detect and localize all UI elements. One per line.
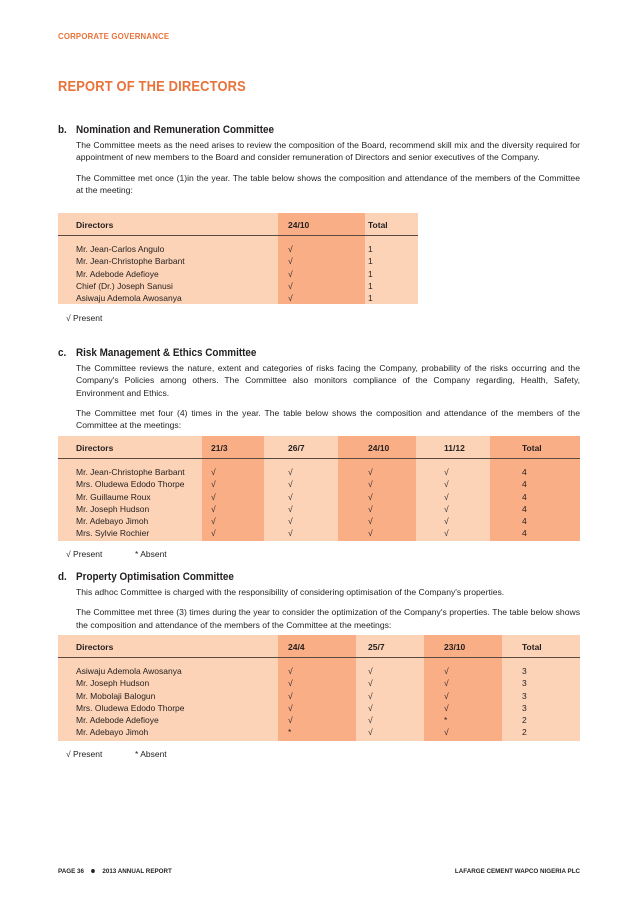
table-cell: √ xyxy=(288,268,293,279)
attendance-table-nomination xyxy=(58,213,418,304)
table-cell: 3 xyxy=(522,666,527,676)
table-header-date: 24/10 xyxy=(368,443,390,453)
table-column-attendance xyxy=(211,466,216,540)
legend-absent: * Absent xyxy=(135,549,167,559)
table-cell: 1 xyxy=(368,280,373,291)
table-cell: 4 xyxy=(522,479,527,490)
section-title: Nomination and Remuneration Committee xyxy=(76,124,275,136)
table-cell: Mr. Joseph Hudson xyxy=(76,678,150,689)
table-column-attendance xyxy=(368,665,373,739)
table-cell: √ xyxy=(211,516,216,527)
paragraph: This adhoc Committee is charged with the responsibility of considering optimisation of the Company's properties. xyxy=(76,587,505,597)
table-header-directors: Directors xyxy=(76,220,114,230)
table-cell: √ xyxy=(288,467,293,477)
table-cell: √ xyxy=(368,479,373,490)
table-header-total: Total xyxy=(522,443,542,453)
table-cell: √ xyxy=(288,678,293,689)
table-cell: 4 xyxy=(522,503,527,514)
table-header-directors: Directors xyxy=(76,642,114,652)
table-cell: 4 xyxy=(522,516,527,527)
table-cell: √ xyxy=(288,715,293,726)
table-cell: √ xyxy=(368,715,373,726)
table-cell: √ xyxy=(368,528,373,539)
section-letter: b. xyxy=(58,124,67,136)
table-column-attendance xyxy=(368,466,373,540)
table-cell: √ xyxy=(288,516,293,527)
table-cell: √ xyxy=(444,690,449,701)
table-cell: √ xyxy=(211,467,216,477)
table-header-directors: Directors xyxy=(76,443,114,453)
table-cell: √ xyxy=(211,528,216,539)
table-cell: 1 xyxy=(368,256,373,267)
table-header-total: Total xyxy=(522,642,542,652)
table-cell: * xyxy=(444,715,448,726)
table-cell: √ xyxy=(288,491,293,502)
table-header-date: 24/4 xyxy=(288,642,305,652)
table-cell: 2 xyxy=(522,715,527,726)
table-cell: √ xyxy=(288,479,293,490)
table-cell: 4 xyxy=(522,467,527,477)
attendance-table-risk xyxy=(58,436,580,541)
table-divider xyxy=(58,657,580,658)
table-cell: √ xyxy=(444,479,449,490)
table-cell: √ xyxy=(444,528,449,539)
legend-absent: * Absent xyxy=(135,749,167,759)
table-column-attendance xyxy=(288,243,293,304)
table-cell: Mr. Adebode Adefioye xyxy=(76,715,159,726)
table-column-names xyxy=(76,466,185,540)
section-heading xyxy=(58,124,528,136)
table-column-names xyxy=(76,243,185,304)
table-cell: √ xyxy=(368,467,373,477)
table-cell: Mrs. Oludewa Edodo Thorpe xyxy=(76,702,185,713)
table-column-attendance xyxy=(288,466,293,540)
table-cell: √ xyxy=(368,503,373,514)
table-cell: √ xyxy=(368,666,373,676)
section-title: Property Optimisation Committee xyxy=(76,571,234,583)
table-cell: Chief (Dr.) Joseph Sanusi xyxy=(76,280,173,291)
table-cell: Asiwaju Ademola Awosanya xyxy=(76,293,182,304)
table-cell: 1 xyxy=(368,293,373,304)
table-cell: Mr. Mobolaji Balogun xyxy=(76,690,156,701)
table-cell: Mr. Jean-Christophe Barbant xyxy=(76,467,185,477)
paragraph: The Committee met three (3) times during the year to consider the optimization of the Company's properties. The table below shows the composition and attendance of the members of the Committee at the meetings: xyxy=(76,607,580,630)
section-letter: d. xyxy=(58,571,67,583)
paragraph: The Committee meets as the need arises to review the composition of the Board, recommend skill mix and the diversity required for appointment of new members to the Board and consider remuneration of Directors and senior executives of the Company. xyxy=(76,140,580,163)
table-cell: √ xyxy=(288,244,293,254)
table-cell: 4 xyxy=(522,528,527,539)
bullet-dot-icon xyxy=(91,869,95,873)
table-cell: √ xyxy=(288,666,293,676)
table-cell: √ xyxy=(444,491,449,502)
table-column-attendance xyxy=(444,665,449,739)
table-cell: Mr. Joseph Hudson xyxy=(76,503,150,514)
table-cell: Asiwaju Ademola Awosanya xyxy=(76,666,182,676)
table-cell: √ xyxy=(368,678,373,689)
table-column-names xyxy=(76,665,185,739)
table-header-date: 11/12 xyxy=(444,443,465,453)
section-property xyxy=(58,571,580,631)
section-heading xyxy=(58,571,528,583)
report-name: 2013 ANNUAL REPORT xyxy=(102,868,172,875)
table-cell: 3 xyxy=(522,678,527,689)
table-divider xyxy=(58,235,418,236)
table-cell: 1 xyxy=(368,244,373,254)
table-header-date: 26/7 xyxy=(288,443,305,453)
table-cell: √ xyxy=(211,479,216,490)
table-header-date: 23/10 xyxy=(444,642,466,652)
table-cell: √ xyxy=(211,503,216,514)
table-cell: Mr. Jean-Christophe Barbant xyxy=(76,256,185,267)
table-cell: 2 xyxy=(522,727,527,738)
table-cell: √ xyxy=(368,702,373,713)
table-cell: √ xyxy=(288,702,293,713)
table-cell: √ xyxy=(368,516,373,527)
legend-present: √ Present xyxy=(66,749,103,759)
section-heading xyxy=(58,347,528,359)
table-column-attendance xyxy=(288,665,293,739)
table-cell: Mr. Jean-Carlos Angulo xyxy=(76,244,165,254)
table-cell: √ xyxy=(288,256,293,267)
table-cell: √ xyxy=(211,491,216,502)
table-cell: √ xyxy=(444,666,449,676)
table-cell: √ xyxy=(368,491,373,502)
paragraph: The Committee met four (4) times in the year. The table below shows the composition and attendance of the members of the Committee at the meetings: xyxy=(76,407,580,431)
table-header-date: 25/7 xyxy=(368,642,385,652)
legend-present: √ Present xyxy=(66,313,103,323)
table-cell: Mr. Adebayo Jimoh xyxy=(76,727,149,738)
table-cell: √ xyxy=(444,503,449,514)
table-cell: √ xyxy=(368,690,373,701)
table-column-total xyxy=(522,665,527,739)
section-risk xyxy=(58,347,580,431)
section-title: Risk Management & Ethics Committee xyxy=(76,347,257,359)
table-cell: Mr. Guillaume Roux xyxy=(76,491,151,502)
table-header-date: 21/3 xyxy=(211,443,228,453)
legend-present: √ Present xyxy=(66,549,103,559)
table-column-attendance xyxy=(444,466,449,540)
table-cell: Mrs. Sylvie Rochier xyxy=(76,528,150,539)
section-kicker: CORPORATE GOVERNANCE xyxy=(58,31,170,41)
table-cell: 3 xyxy=(522,690,527,701)
table-cell: * xyxy=(288,727,292,738)
company-name: LAFARGE CEMENT WAPCO NIGERIA PLC xyxy=(454,868,580,875)
page-number: PAGE 36 xyxy=(58,868,84,875)
attendance-table-property xyxy=(58,635,580,741)
page-title: REPORT OF THE DIRECTORS xyxy=(58,78,246,95)
table-cell: Mr. Adebode Adefioye xyxy=(76,268,159,279)
table-cell: Mr. Adebayo Jimoh xyxy=(76,516,149,527)
table-cell: √ xyxy=(288,293,293,304)
table-cell: √ xyxy=(444,467,449,477)
table-header-date: 24/10 xyxy=(288,220,310,230)
table-cell: √ xyxy=(368,727,373,738)
table-column-total xyxy=(368,243,373,304)
table-cell: √ xyxy=(444,516,449,527)
table-cell: √ xyxy=(444,702,449,713)
section-letter: c. xyxy=(58,347,67,359)
table-cell: 3 xyxy=(522,702,527,713)
table-cell: 1 xyxy=(368,268,373,279)
table-cell: √ xyxy=(288,690,293,701)
table-divider xyxy=(58,458,580,459)
table-cell: 4 xyxy=(522,491,527,502)
table-cell: √ xyxy=(288,528,293,539)
table-header-total: Total xyxy=(368,220,388,230)
table-cell: √ xyxy=(444,678,449,689)
section-nomination xyxy=(58,124,580,196)
paragraph: The Committee met once (1)in the year. The table below shows the composition and attendance of the members of the Committee at the meeting: xyxy=(76,172,580,195)
table-cell: Mrs. Oludewa Edodo Thorpe xyxy=(76,479,185,490)
table-column-total xyxy=(522,466,527,540)
footer-left xyxy=(58,868,172,875)
table-cell: √ xyxy=(444,727,449,738)
table-cell: √ xyxy=(288,503,293,514)
table-cell: √ xyxy=(288,280,293,291)
paragraph: The Committee reviews the nature, extent and categories of risks facing the Company, probability of the risks occurring and the Company's Policies among others. The Committee also monitors compliance of the Company regarding, Health, Safety, Environment and Ethics. xyxy=(76,363,580,398)
